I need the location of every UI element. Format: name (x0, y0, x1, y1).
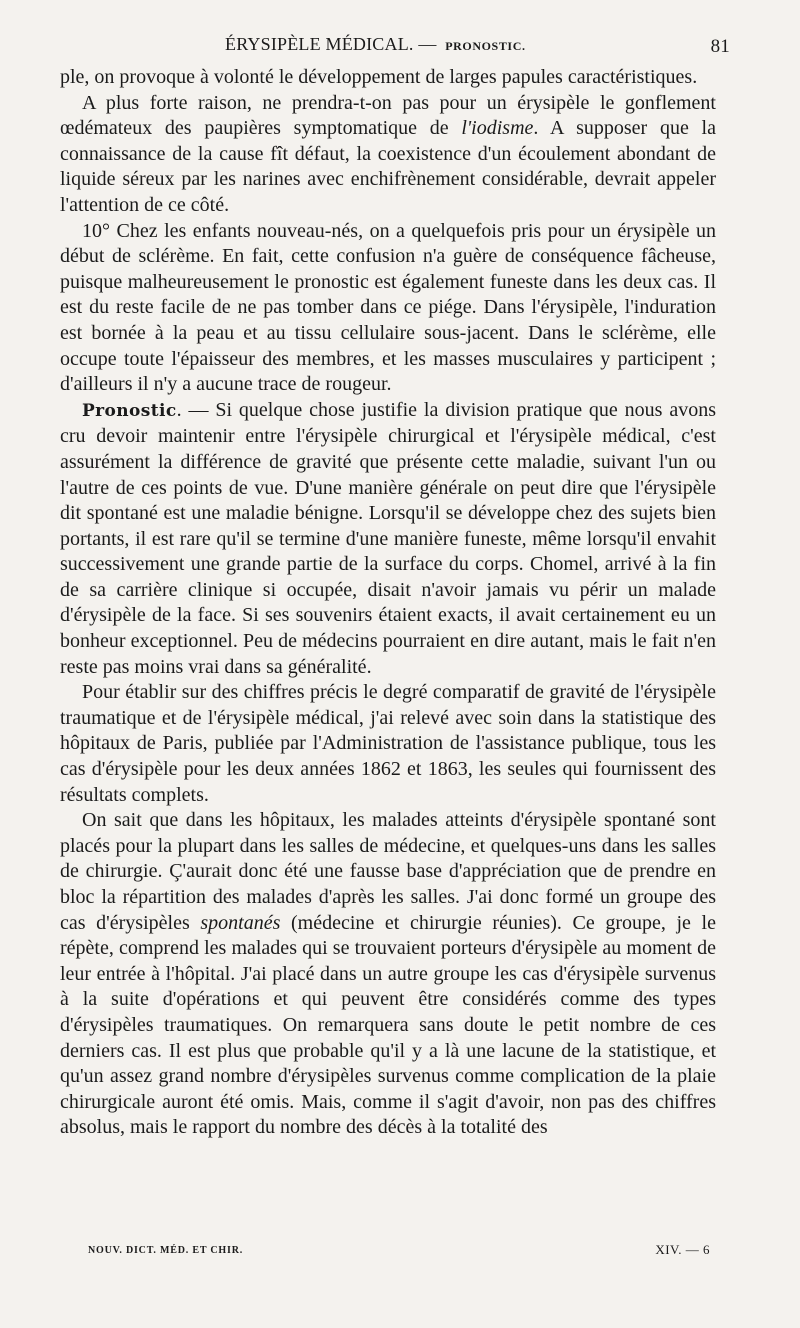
paragraph-iodisme (60, 91, 716, 219)
paragraph-text: ple, on provoque à volonté le développement de larges papules caractéristiques. (60, 66, 698, 88)
paragraph-text: . A supposer que la connaissance de la cause fît défaut, la coexistence d'un écoulement abondant de liquide séreux par les narines avec enchifrènement considérable, devrait appeler l'attention de ce côté. (60, 117, 716, 216)
paragraph-continuation (60, 65, 716, 91)
header-dash: — (418, 34, 437, 54)
footer-volume: XIV. — 6 (655, 1242, 710, 1257)
paragraph-text: 10° Chez les enfants nouveau-nés, on a quelquefois pris pour un érysipèle un début de sclérème. En fait, cette confusion n'a guère de conséquence fâcheuse, puisque malheureusement le pronostic est également funeste dans les deux cas. Il est du reste facile de ne pas tomber dans ce piége. Dans l'érysipèle, l'induration est bornée à la peau et au tissu cellulaire sous-jacent. Dans le sclérème, elle occupe toute l'épaisseur des membres, et les masses musculaires y participent ; d'ailleurs il n'y a aucune trace de rougeur. (60, 219, 716, 396)
paragraph-text: A plus forte raison, ne prendra-t-on pas pour un érysipèle le gonflement œdémateux des paupières symptomatique de (60, 91, 716, 140)
italic-term: l'iodisme (461, 117, 534, 140)
paragraph-text: On sait que dans les hôpitaux, les malades atteints d'érysipèle spontané sont placés pour la plupart dans les salles de médecine, et quelques-uns dans les salles de chirurgie. Ç'aurait donc été une fausse base d'appréciation que de prendre en bloc la répartition des malades d'après les salles. J'ai donc formé un groupe des cas d'érysipèles (60, 809, 716, 934)
italic-term: spontanés (200, 911, 281, 934)
section-heading: Pronostic (82, 400, 177, 421)
paragraph-groups (60, 808, 716, 1141)
header-section: PRONOSTIC. (445, 39, 526, 53)
header-title: ÉRYSIPÈLE MÉDICAL. (225, 34, 414, 54)
page-footer (88, 1242, 710, 1262)
paragraph-text: . — Si quelque chose justifie la division pratique que nous avons cru devoir maintenir entre l'érysipèle chirurgical et l'érysipèle médical, c'est assurément la différence de gravité que présente cette maladie, suivant l'un ou l'autre de ces points de vue. D'une manière générale on peut dire que l'érysipèle dit spontané est une maladie bénigne. Lorsqu'il se développe chez des sujets bien portants, il est rare qu'il se termine d'une manière funeste, même lorsqu'il envahit successivement une grande partie de la surface du corps. Chomel, arrivé à la fin de sa carrière clinique si occupée, disait n'avoir jamais vu périr un malade d'érysipèle de la face. Si ses souvenirs étaient exacts, il avait certainement eu un bonheur exceptionnel. Peu de médecins pourraient en dire autant, mais le fait n'en reste pas moins vrai dans sa généralité. (60, 398, 716, 678)
body-text (60, 65, 716, 1141)
paragraph-sclereme (60, 219, 716, 398)
paragraph-text: (médecine et chirurgie réunies). Ce groupe, je le répète, comprend les malades qui se trouvaient porteurs d'érysipèle au moment de leur entrée à l'hôpital. J'ai placé dans un autre groupe les cas d'érysipèle survenus à la suite d'opérations et qui peuvent être considérés comme des types d'érysipèles traumatiques. On remarquera sans doute le petit nombre de ces derniers cas. Il est plus que probable qu'il y a là une lacune de la statistique, et qu'un assez grand nombre d'érysipèles survenus comme complication de la plaie chirurgicale auront été omis. Mais, comme il s'agit d'avoir, non pas des chiffres absolus, mais le rapport du nombre des décès à la totalité des (60, 911, 716, 1139)
page-number: 81 (710, 36, 730, 57)
footer-signature: NOUV. DICT. MÉD. ET CHIR. (88, 1245, 244, 1256)
paragraph-pronostic (60, 398, 716, 681)
paragraph-text: Pour établir sur des chiffres précis le degré comparatif de gravité de l'érysipèle traumatique et de l'érysipèle médical, j'ai relevé avec soin dans la statistique des hôpitaux de Paris, publiée par l'Administration de l'assistance publique, tous les cas d'érysipèle pour les deux années 1862 et 1863, les seules qui fournissent des résultats complets. (60, 681, 716, 806)
running-head (60, 34, 730, 58)
paragraph-statistics (60, 680, 716, 808)
running-title (225, 34, 526, 55)
